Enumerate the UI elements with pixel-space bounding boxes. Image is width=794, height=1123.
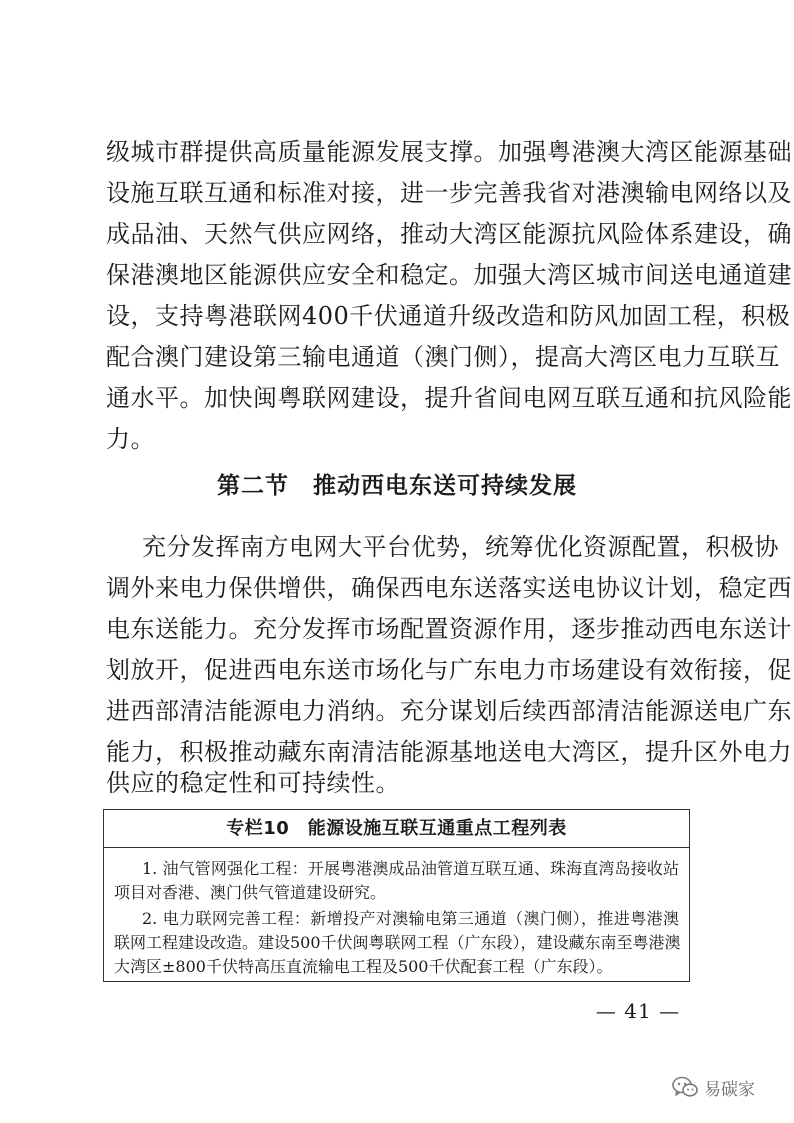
text-line: 级城市群提供高质量能源发展支撑。加强粤港澳大湾区能源基础 [106, 138, 792, 166]
text-line: 力。 [106, 425, 155, 453]
text-line: 调外来电力保供增供，确保西电东送落实送电协议计划，稳定西 [106, 574, 792, 602]
text-line: 供应的稳定性和可持续性。 [106, 769, 400, 797]
box-line: 联网工程建设改造。建设500千伏闽粤联网工程（广东段），建设藏东南至粤港澳 [114, 933, 681, 952]
box-line: 项目对香港、澳门供气管道建设研究。 [114, 883, 387, 902]
text-line: 划放开，促进西电东送市场化与广东电力市场建设有效衔接，促 [106, 656, 792, 684]
text-line: 充分发挥南方电网大平台优势，统筹优化资源配置，积极协 [142, 533, 779, 561]
text-line: 电东送能力。充分发挥市场配置资源作用，逐步推动西电东送计 [106, 615, 792, 643]
text-line: 设施互联互通和标准对接，进一步完善我省对港澳输电网络以及 [106, 179, 792, 207]
text-line: 成品油、天然气供应网络，推动大湾区能源抗风险体系建设，确 [106, 220, 792, 248]
text-line: 通水平。加快闽粤联网建设，提升省间电网互联互通和抗风险能 [106, 384, 792, 412]
text-line: 设，支持粤港联网400千伏通道升级改造和防风加固工程，积极 [106, 302, 791, 330]
text-line: 进西部清洁能源电力消纳。充分谋划后续西部清洁能源送电广东 [106, 697, 792, 725]
page-number: — 41 — [595, 999, 681, 1023]
feature-box-title: 专栏10 能源设施互联互通重点工程列表 [104, 810, 689, 848]
box-line: 2. 电力联网完善工程：新增投产对澳输电第三通道（澳门侧），推进粤港澳 [142, 909, 679, 928]
text-line: 配合澳门建设第三输电通道（澳门侧），提高大湾区电力互联互 [106, 343, 780, 371]
box-line: 大湾区±800千伏特高压直流输电工程及500千伏配套工程（广东段）。 [114, 957, 613, 976]
watermark-text: 易碳家 [704, 1079, 755, 1100]
box-line: 1. 油气管网强化工程：开展粤港澳成品油管道互联互通、珠海直湾岛接收站 [142, 859, 679, 878]
text-line: 保港澳地区能源供应安全和稳定。加强大湾区城市间送电通道建 [106, 261, 792, 289]
feature-box [103, 809, 690, 982]
watermark [672, 1072, 755, 1102]
section-title: 第二节 推动西电东送可持续发展 [217, 473, 577, 499]
wechat-icon [672, 1076, 698, 1098]
text-line: 能力，积极推动藏东南清洁能源基地送电大湾区，提升区外电力 [106, 738, 792, 766]
